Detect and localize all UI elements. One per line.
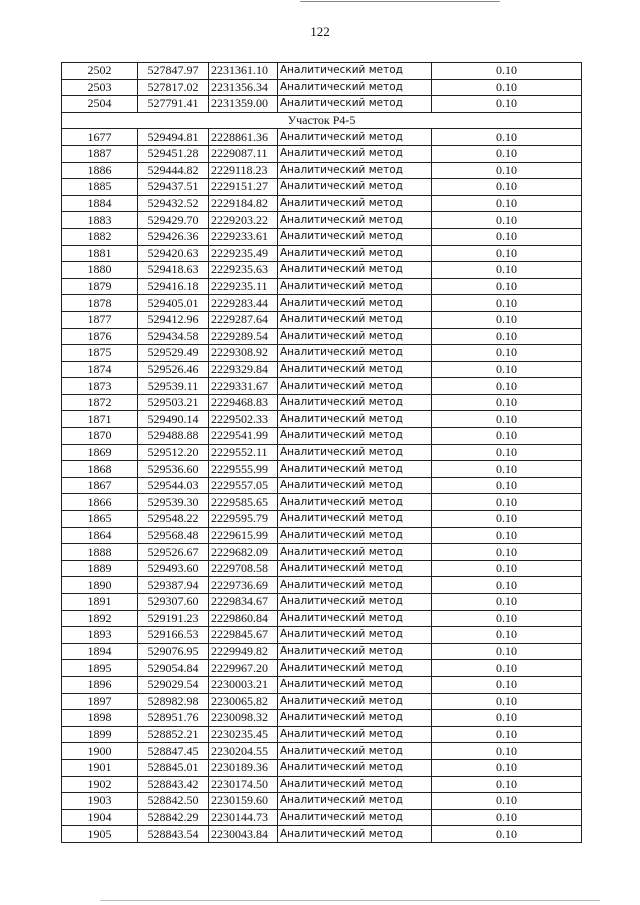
y-coordinate-cell: 2230174.50 [209,776,278,793]
point-number-cell: 2504 [62,96,138,113]
x-coordinate-cell: 528845.01 [138,759,209,776]
point-number-cell: 1877 [62,311,138,328]
accuracy-cell: 0.10 [432,710,582,727]
x-coordinate-cell: 529387.94 [138,577,209,594]
point-number-cell: 1869 [62,444,138,461]
y-coordinate-cell: 2229468.83 [209,394,278,411]
y-coordinate-cell: 2229289.54 [209,328,278,345]
accuracy-cell: 0.10 [432,676,582,693]
method-cell: Аналитический метод [278,311,432,328]
point-number-cell: 1870 [62,428,138,445]
x-coordinate-cell: 529488.88 [138,428,209,445]
accuracy-cell: 0.10 [432,627,582,644]
accuracy-cell: 0.10 [432,511,582,528]
method-cell: Аналитический метод [278,195,432,212]
y-coordinate-cell: 2229949.82 [209,643,278,660]
accuracy-cell: 0.10 [432,494,582,511]
accuracy-cell: 0.10 [432,610,582,627]
method-cell: Аналитический метод [278,477,432,494]
accuracy-cell: 0.10 [432,195,582,212]
accuracy-cell: 0.10 [432,560,582,577]
method-cell: Аналитический метод [278,63,432,80]
accuracy-cell: 0.10 [432,544,582,561]
x-coordinate-cell: 529568.48 [138,527,209,544]
x-coordinate-cell: 529054.84 [138,660,209,677]
accuracy-cell: 0.10 [432,776,582,793]
table-row [62,145,582,162]
method-cell: Аналитический метод [278,378,432,395]
table-row [62,527,582,544]
y-coordinate-cell: 2229151.27 [209,179,278,196]
point-number-cell: 2503 [62,79,138,96]
accuracy-cell: 0.10 [432,79,582,96]
table-row [62,378,582,395]
y-coordinate-cell: 2230065.82 [209,693,278,710]
accuracy-cell: 0.10 [432,145,582,162]
y-coordinate-cell: 2229203.22 [209,212,278,229]
point-number-cell: 1879 [62,278,138,295]
y-coordinate-cell: 2229834.67 [209,594,278,611]
x-coordinate-cell: 529426.36 [138,228,209,245]
method-cell: Аналитический метод [278,544,432,561]
method-cell: Аналитический метод [278,461,432,478]
accuracy-cell: 0.10 [432,726,582,743]
accuracy-cell: 0.10 [432,809,582,826]
y-coordinate-cell: 2230235.45 [209,726,278,743]
point-number-cell: 1875 [62,345,138,362]
accuracy-cell: 0.10 [432,444,582,461]
method-cell: Аналитический метод [278,743,432,760]
point-number-cell: 1866 [62,494,138,511]
table-row [62,743,582,760]
table-row [62,793,582,810]
section-title: Участок Р4-5 [62,112,582,129]
y-coordinate-cell: 2229595.79 [209,511,278,528]
x-coordinate-cell: 527791.41 [138,96,209,113]
table-row [62,660,582,677]
method-cell: Аналитический метод [278,129,432,146]
x-coordinate-cell: 529526.67 [138,544,209,561]
table-row [62,560,582,577]
method-cell: Аналитический метод [278,710,432,727]
y-coordinate-cell: 2229308.92 [209,345,278,362]
x-coordinate-cell: 528843.42 [138,776,209,793]
accuracy-cell: 0.10 [432,345,582,362]
x-coordinate-cell: 529539.30 [138,494,209,511]
accuracy-cell: 0.10 [432,162,582,179]
table-row [62,212,582,229]
table-row [62,278,582,295]
accuracy-cell: 0.10 [432,527,582,544]
point-number-cell: 1893 [62,627,138,644]
y-coordinate-cell: 2231361.10 [209,63,278,80]
point-number-cell: 1901 [62,759,138,776]
y-coordinate-cell: 2230159.60 [209,793,278,810]
scan-edge-line [300,1,500,2]
y-coordinate-cell: 2229845.67 [209,627,278,644]
y-coordinate-cell: 2230189.36 [209,759,278,776]
x-coordinate-cell: 528951.76 [138,710,209,727]
y-coordinate-cell: 2228861.36 [209,129,278,146]
point-number-cell: 1896 [62,676,138,693]
table-row [62,710,582,727]
method-cell: Аналитический метод [278,759,432,776]
y-coordinate-cell: 2229552.11 [209,444,278,461]
point-number-cell: 1903 [62,793,138,810]
y-coordinate-cell: 2229555.99 [209,461,278,478]
y-coordinate-cell: 2229287.64 [209,311,278,328]
table-row [62,544,582,561]
method-cell: Аналитический метод [278,793,432,810]
y-coordinate-cell: 2229235.63 [209,262,278,279]
x-coordinate-cell: 528852.21 [138,726,209,743]
coordinates-table [61,62,582,843]
table-row [62,494,582,511]
accuracy-cell: 0.10 [432,693,582,710]
method-cell: Аналитический метод [278,660,432,677]
x-coordinate-cell: 529416.18 [138,278,209,295]
table-row [62,394,582,411]
table-row [62,693,582,710]
table-row [62,627,582,644]
y-coordinate-cell: 2229615.99 [209,527,278,544]
method-cell: Аналитический метод [278,776,432,793]
y-coordinate-cell: 2230204.55 [209,743,278,760]
table-row [62,461,582,478]
table-row [62,759,582,776]
scan-bottom-edge [100,900,600,901]
table-row [62,676,582,693]
y-coordinate-cell: 2229541.99 [209,428,278,445]
point-number-cell: 1899 [62,726,138,743]
x-coordinate-cell: 528842.50 [138,793,209,810]
point-number-cell: 1876 [62,328,138,345]
point-number-cell: 1895 [62,660,138,677]
y-coordinate-cell: 2229184.82 [209,195,278,212]
y-coordinate-cell: 2229682.09 [209,544,278,561]
method-cell: Аналитический метод [278,145,432,162]
point-number-cell: 1881 [62,245,138,262]
method-cell: Аналитический метод [278,79,432,96]
method-cell: Аналитический метод [278,212,432,229]
method-cell: Аналитический метод [278,345,432,362]
accuracy-cell: 0.10 [432,179,582,196]
table-row [62,345,582,362]
method-cell: Аналитический метод [278,444,432,461]
method-cell: Аналитический метод [278,826,432,843]
x-coordinate-cell: 529437.51 [138,179,209,196]
point-number-cell: 1905 [62,826,138,843]
point-number-cell: 1890 [62,577,138,594]
point-number-cell: 1886 [62,162,138,179]
y-coordinate-cell: 2229235.49 [209,245,278,262]
accuracy-cell: 0.10 [432,394,582,411]
point-number-cell: 1864 [62,527,138,544]
table-row [62,610,582,627]
y-coordinate-cell: 2231356.34 [209,79,278,96]
y-coordinate-cell: 2230144.73 [209,809,278,826]
point-number-cell: 1897 [62,693,138,710]
point-number-cell: 1882 [62,228,138,245]
point-number-cell: 1902 [62,776,138,793]
method-cell: Аналитический метод [278,162,432,179]
point-number-cell: 1874 [62,361,138,378]
accuracy-cell: 0.10 [432,378,582,395]
x-coordinate-cell: 529166.53 [138,627,209,644]
x-coordinate-cell: 529076.95 [138,643,209,660]
x-coordinate-cell: 529451.28 [138,145,209,162]
point-number-cell: 1867 [62,477,138,494]
method-cell: Аналитический метод [278,245,432,262]
point-number-cell: 1888 [62,544,138,561]
x-coordinate-cell: 529412.96 [138,311,209,328]
method-cell: Аналитический метод [278,411,432,428]
x-coordinate-cell: 529418.63 [138,262,209,279]
method-cell: Аналитический метод [278,96,432,113]
accuracy-cell: 0.10 [432,793,582,810]
table-row [62,328,582,345]
x-coordinate-cell: 529490.14 [138,411,209,428]
table-row [62,594,582,611]
accuracy-cell: 0.10 [432,594,582,611]
x-coordinate-cell: 527817.02 [138,79,209,96]
x-coordinate-cell: 528847.45 [138,743,209,760]
method-cell: Аналитический метод [278,494,432,511]
table-row [62,511,582,528]
y-coordinate-cell: 2230003.21 [209,676,278,693]
point-number-cell: 1872 [62,394,138,411]
x-coordinate-cell: 529536.60 [138,461,209,478]
y-coordinate-cell: 2229967.20 [209,660,278,677]
accuracy-cell: 0.10 [432,245,582,262]
x-coordinate-cell: 529529.49 [138,345,209,362]
table-row [62,577,582,594]
x-coordinate-cell: 529503.21 [138,394,209,411]
method-cell: Аналитический метод [278,693,432,710]
section-row [62,112,582,129]
point-number-cell: 1871 [62,411,138,428]
point-number-cell: 1865 [62,511,138,528]
accuracy-cell: 0.10 [432,311,582,328]
table-row [62,129,582,146]
x-coordinate-cell: 529029.54 [138,676,209,693]
table-row [62,295,582,312]
table-row [62,195,582,212]
accuracy-cell: 0.10 [432,63,582,80]
table-row [62,477,582,494]
accuracy-cell: 0.10 [432,361,582,378]
y-coordinate-cell: 2229118.23 [209,162,278,179]
method-cell: Аналитический метод [278,643,432,660]
x-coordinate-cell: 529444.82 [138,162,209,179]
accuracy-cell: 0.10 [432,228,582,245]
accuracy-cell: 0.10 [432,477,582,494]
point-number-cell: 1891 [62,594,138,611]
accuracy-cell: 0.10 [432,212,582,229]
x-coordinate-cell: 529494.81 [138,129,209,146]
accuracy-cell: 0.10 [432,743,582,760]
x-coordinate-cell: 529526.46 [138,361,209,378]
method-cell: Аналитический метод [278,676,432,693]
method-cell: Аналитический метод [278,627,432,644]
table-row [62,63,582,80]
y-coordinate-cell: 2229235.11 [209,278,278,295]
point-number-cell: 1883 [62,212,138,229]
method-cell: Аналитический метод [278,594,432,611]
y-coordinate-cell: 2229502.33 [209,411,278,428]
method-cell: Аналитический метод [278,295,432,312]
table-row [62,826,582,843]
x-coordinate-cell: 527847.97 [138,63,209,80]
x-coordinate-cell: 528843.54 [138,826,209,843]
table-row [62,96,582,113]
table-row [62,79,582,96]
point-number-cell: 1900 [62,743,138,760]
page-number: 122 [310,24,330,39]
table-row [62,179,582,196]
point-number-cell: 1887 [62,145,138,162]
method-cell: Аналитический метод [278,809,432,826]
y-coordinate-cell: 2229585.65 [209,494,278,511]
point-number-cell: 1873 [62,378,138,395]
table-row [62,776,582,793]
y-coordinate-cell: 2230098.32 [209,710,278,727]
accuracy-cell: 0.10 [432,428,582,445]
method-cell: Аналитический метод [278,511,432,528]
coordinates-table-body [62,63,582,843]
method-cell: Аналитический метод [278,428,432,445]
method-cell: Аналитический метод [278,577,432,594]
point-number-cell: 2502 [62,63,138,80]
method-cell: Аналитический метод [278,228,432,245]
point-number-cell: 1868 [62,461,138,478]
accuracy-cell: 0.10 [432,411,582,428]
accuracy-cell: 0.10 [432,577,582,594]
point-number-cell: 1885 [62,179,138,196]
table-row [62,245,582,262]
method-cell: Аналитический метод [278,328,432,345]
table-row [62,228,582,245]
x-coordinate-cell: 529405.01 [138,295,209,312]
x-coordinate-cell: 528842.29 [138,809,209,826]
x-coordinate-cell: 529539.11 [138,378,209,395]
y-coordinate-cell: 2230043.84 [209,826,278,843]
x-coordinate-cell: 529512.20 [138,444,209,461]
x-coordinate-cell: 529420.63 [138,245,209,262]
x-coordinate-cell: 529432.52 [138,195,209,212]
method-cell: Аналитический метод [278,262,432,279]
x-coordinate-cell: 528982.98 [138,693,209,710]
table-row [62,262,582,279]
accuracy-cell: 0.10 [432,826,582,843]
x-coordinate-cell: 529493.60 [138,560,209,577]
y-coordinate-cell: 2229331.67 [209,378,278,395]
y-coordinate-cell: 2229736.69 [209,577,278,594]
table-row [62,444,582,461]
x-coordinate-cell: 529191.23 [138,610,209,627]
point-number-cell: 1889 [62,560,138,577]
method-cell: Аналитический метод [278,179,432,196]
method-cell: Аналитический метод [278,560,432,577]
point-number-cell: 1894 [62,643,138,660]
point-number-cell: 1904 [62,809,138,826]
table-row [62,809,582,826]
x-coordinate-cell: 529307.60 [138,594,209,611]
method-cell: Аналитический метод [278,394,432,411]
x-coordinate-cell: 529548.22 [138,511,209,528]
accuracy-cell: 0.10 [432,461,582,478]
table-row [62,643,582,660]
table-row [62,428,582,445]
point-number-cell: 1892 [62,610,138,627]
table-row [62,162,582,179]
y-coordinate-cell: 2229233.61 [209,228,278,245]
table-row [62,411,582,428]
point-number-cell: 1878 [62,295,138,312]
y-coordinate-cell: 2229283.44 [209,295,278,312]
y-coordinate-cell: 2229860.84 [209,610,278,627]
accuracy-cell: 0.10 [432,660,582,677]
accuracy-cell: 0.10 [432,295,582,312]
y-coordinate-cell: 2231359.00 [209,96,278,113]
accuracy-cell: 0.10 [432,278,582,295]
point-number-cell: 1884 [62,195,138,212]
y-coordinate-cell: 2229329.84 [209,361,278,378]
method-cell: Аналитический метод [278,726,432,743]
method-cell: Аналитический метод [278,527,432,544]
accuracy-cell: 0.10 [432,96,582,113]
point-number-cell: 1898 [62,710,138,727]
y-coordinate-cell: 2229087.11 [209,145,278,162]
accuracy-cell: 0.10 [432,129,582,146]
point-number-cell: 1677 [62,129,138,146]
x-coordinate-cell: 529434.58 [138,328,209,345]
accuracy-cell: 0.10 [432,262,582,279]
table-row [62,726,582,743]
accuracy-cell: 0.10 [432,759,582,776]
point-number-cell: 1880 [62,262,138,279]
table-row [62,361,582,378]
accuracy-cell: 0.10 [432,328,582,345]
table-row [62,311,582,328]
method-cell: Аналитический метод [278,278,432,295]
accuracy-cell: 0.10 [432,643,582,660]
x-coordinate-cell: 529429.70 [138,212,209,229]
method-cell: Аналитический метод [278,610,432,627]
method-cell: Аналитический метод [278,361,432,378]
x-coordinate-cell: 529544.03 [138,477,209,494]
y-coordinate-cell: 2229557.05 [209,477,278,494]
y-coordinate-cell: 2229708.58 [209,560,278,577]
